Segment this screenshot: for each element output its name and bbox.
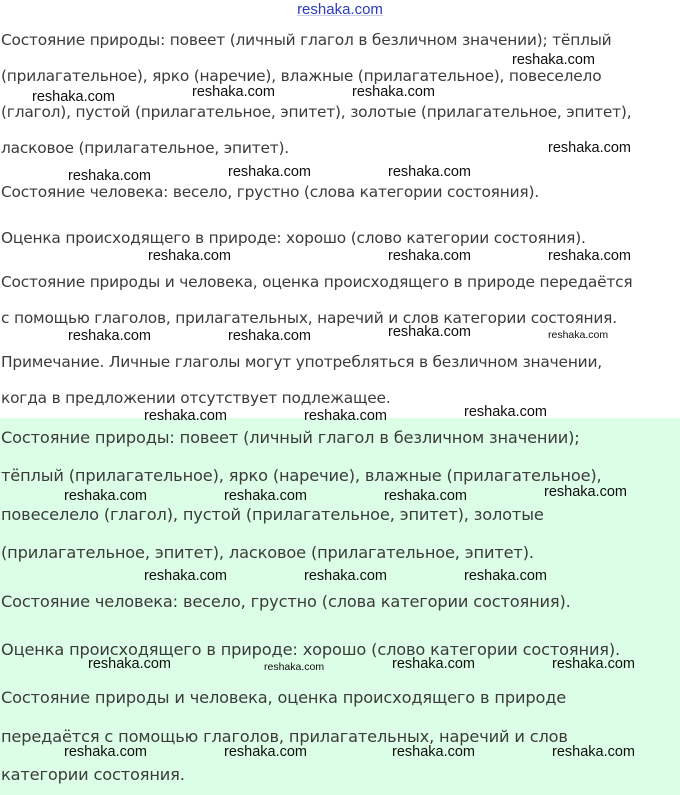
text-line: с помощью глаголов, прилагательных, наречий и слов категории состояния. — [1, 309, 617, 327]
watermark: reshaka.com — [464, 568, 548, 584]
site-brand-link[interactable]: reshaka.com — [297, 1, 383, 18]
watermark: reshaka.com — [264, 661, 325, 673]
watermark: reshaka.com — [384, 488, 468, 504]
text-line: Состояние человека: весело, грустно (слова категории состояния). — [1, 592, 571, 611]
text-line: когда в предложении отсутствует подлежащее. — [1, 389, 391, 407]
text-line: Состояние природы: повеет (личный глагол в безличном значении); — [1, 428, 580, 447]
watermark: reshaka.com — [548, 140, 632, 156]
text-line: ласковое (прилагательное, эпитет). — [1, 139, 289, 157]
watermark: reshaka.com — [224, 744, 308, 760]
watermark: reshaka.com — [388, 248, 472, 264]
watermark: reshaka.com — [464, 404, 548, 420]
watermark: reshaka.com — [552, 744, 636, 760]
watermark: reshaka.com — [88, 656, 172, 672]
watermark: reshaka.com — [352, 84, 436, 100]
watermark: reshaka.com — [64, 488, 148, 504]
watermark: reshaka.com — [548, 329, 609, 341]
watermark: reshaka.com — [64, 744, 148, 760]
watermark: reshaka.com — [144, 568, 228, 584]
text-line: (глагол), пустой (прилагательное, эпитет), золотые (прилагательное, эпитет), — [1, 103, 632, 121]
watermark: reshaka.com — [552, 656, 636, 672]
watermark: reshaka.com — [228, 328, 312, 344]
watermark: reshaka.com — [68, 168, 152, 184]
watermark: reshaka.com — [144, 408, 228, 424]
text-line: тёплый (прилагательное), ярко (наречие), влажные (прилагательное), — [1, 466, 602, 485]
watermark: reshaka.com — [304, 568, 388, 584]
watermark: reshaka.com — [68, 328, 152, 344]
text-line: Состояние природы и человека, оценка происходящего в природе передаётся — [1, 273, 633, 291]
text-line: Состояние природы: повеет (личный глагол в безличном значении); тёплый — [1, 31, 612, 49]
watermark: reshaka.com — [512, 52, 596, 68]
watermark: reshaka.com — [148, 248, 232, 264]
watermark: reshaka.com — [192, 84, 276, 100]
watermark: reshaka.com — [388, 164, 472, 180]
text-line: Состояние человека: весело, грустно (слова категории состояния). — [1, 183, 539, 201]
text-line: Примечание. Личные глаголы могут употребляться в безличном значении, — [1, 353, 602, 371]
watermark: reshaka.com — [392, 656, 476, 672]
text-line: передаётся с помощью глаголов, прилагательных, наречий и слов — [1, 727, 568, 746]
text-line: Оценка происходящего в природе: хорошо (слово категории состояния). — [1, 229, 586, 247]
watermark: reshaka.com — [304, 408, 388, 424]
watermark: reshaka.com — [388, 324, 472, 340]
watermark: reshaka.com — [224, 488, 308, 504]
watermark: reshaka.com — [548, 248, 632, 264]
text-line: Состояние природы и человека, оценка происходящего в природе — [1, 688, 567, 707]
watermark: reshaka.com — [32, 89, 116, 105]
text-line: категории состояния. — [1, 765, 185, 784]
watermark: reshaka.com — [392, 744, 476, 760]
text-line: Оценка происходящего в природе: хорошо (слово категории состояния). — [1, 640, 621, 659]
text-line: повеселело (глагол), пустой (прилагательное, эпитет), золотые — [1, 505, 544, 524]
text-line: (прилагательное), ярко (наречие), влажные (прилагательное), повеселело — [1, 67, 602, 85]
watermark: reshaka.com — [228, 164, 312, 180]
text-line: (прилагательное, эпитет), ласковое (прилагательное, эпитет). — [1, 543, 534, 562]
watermark: reshaka.com — [544, 484, 628, 500]
